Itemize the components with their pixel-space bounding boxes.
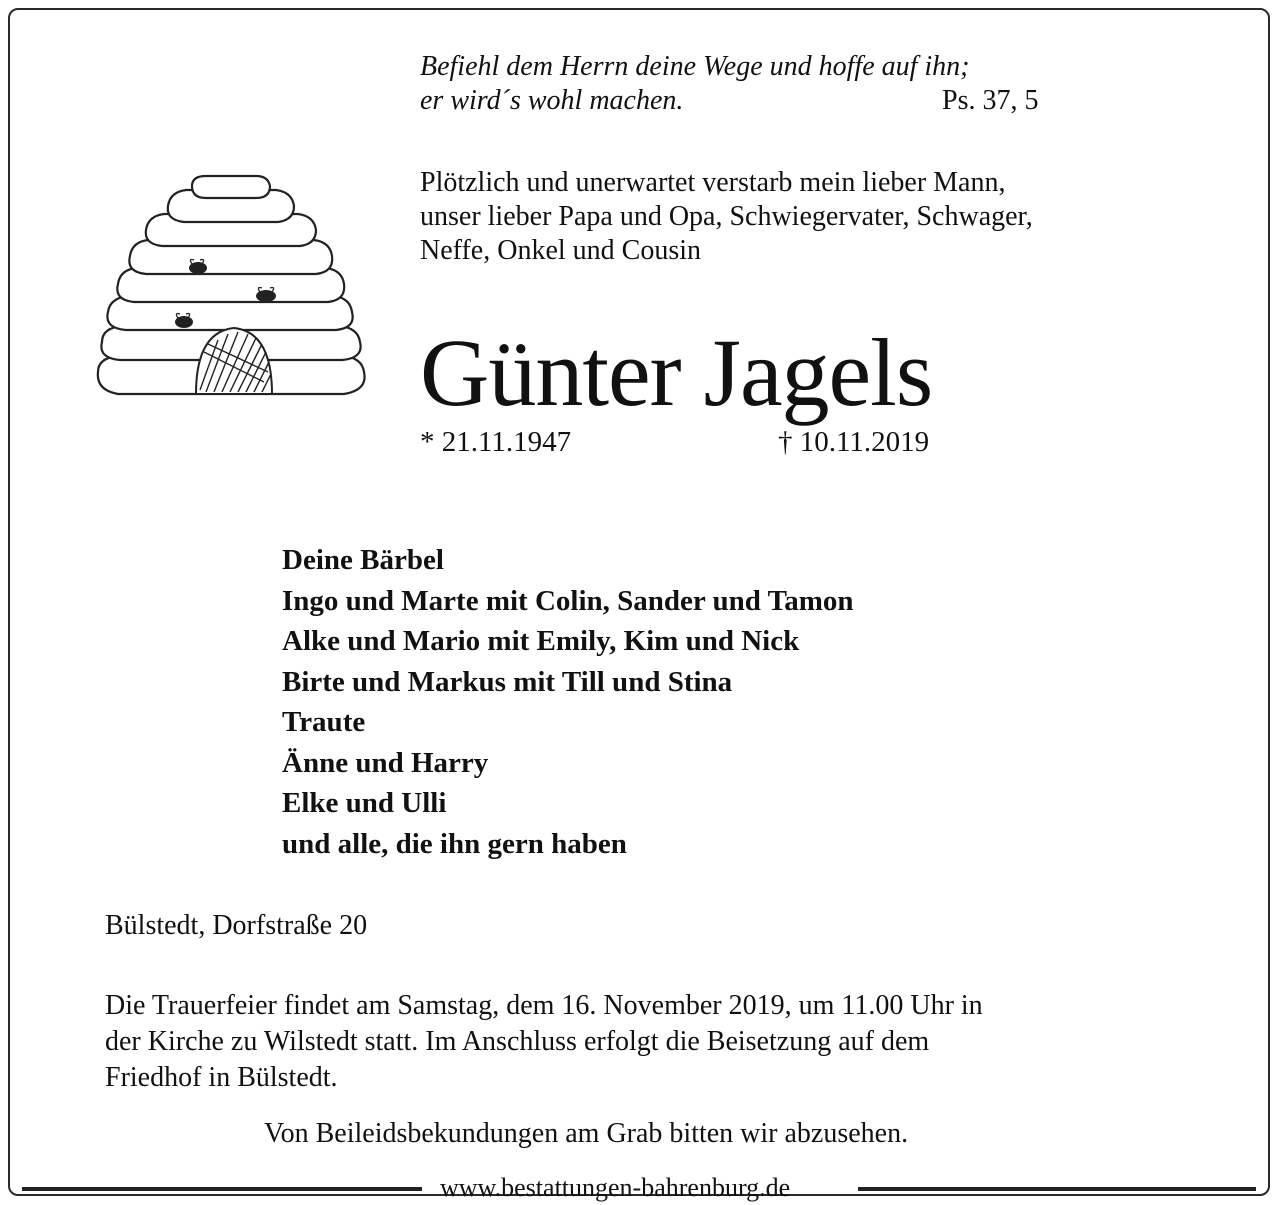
- intro-line-3: Neffe, Onkel und Cousin: [420, 235, 701, 266]
- intro-text: [420, 166, 1033, 268]
- beehive-icon: [88, 172, 374, 412]
- mourner-line: Deine Bärbel: [282, 544, 444, 576]
- ceremony-line-3: Friedhof in Bülstedt.: [105, 1062, 338, 1093]
- footer-rule-left: [22, 1187, 422, 1191]
- mourner-line: Änne und Harry: [282, 746, 489, 779]
- intro-line-1: Plötzlich und unerwartet verstarb mein lieber Mann,: [420, 167, 1006, 198]
- mourner-line: Traute: [282, 706, 366, 738]
- mourner-line: Elke und Ulli: [282, 787, 447, 819]
- bible-verse: [420, 50, 970, 118]
- intro-line-2: unser lieber Papa und Opa, Schwiegervater, Schwager,: [420, 201, 1033, 232]
- verse-line-1: Befiehl dem Herrn deine Wege und hoffe auf ihn;: [420, 51, 970, 82]
- mourners-list: [282, 540, 854, 864]
- death-date: † 10.11.2019: [778, 426, 930, 458]
- ceremony-line-1: Die Trauerfeier findet am Samstag, dem 16. November 2019, um 11.00 Uhr in: [105, 990, 983, 1021]
- ceremony-line-2: der Kirche zu Wilstedt statt. Im Anschluss erfolgt die Beisetzung auf dem: [105, 1026, 930, 1057]
- ceremony-info: [105, 988, 983, 1096]
- mourner-line: Birte und Markus mit Till und Stina: [282, 665, 733, 698]
- birth-date: * 21.11.1947: [420, 426, 572, 458]
- mourner-line: und alle, die ihn gern haben: [282, 827, 627, 860]
- footer-rule-right: [858, 1187, 1256, 1191]
- footer: [0, 1172, 1280, 1202]
- verse-line-2: er wird´s wohl machen.: [420, 85, 684, 116]
- verse-reference: Ps. 37, 5: [942, 85, 1039, 116]
- address: Bülstedt, Dorfstraße 20: [105, 910, 368, 941]
- footer-url[interactable]: www.bestattungen-bahrenburg.de: [440, 1173, 791, 1202]
- condolence-note: Von Beileidsbekundungen am Grab bitten wir abzusehen.: [264, 1118, 909, 1149]
- deceased-name: Günter Jagels: [420, 319, 933, 426]
- mourner-line: Alke und Mario mit Emily, Kim und Nick: [282, 625, 800, 657]
- mourner-line: Ingo und Marte mit Colin, Sander und Tamon: [282, 584, 854, 617]
